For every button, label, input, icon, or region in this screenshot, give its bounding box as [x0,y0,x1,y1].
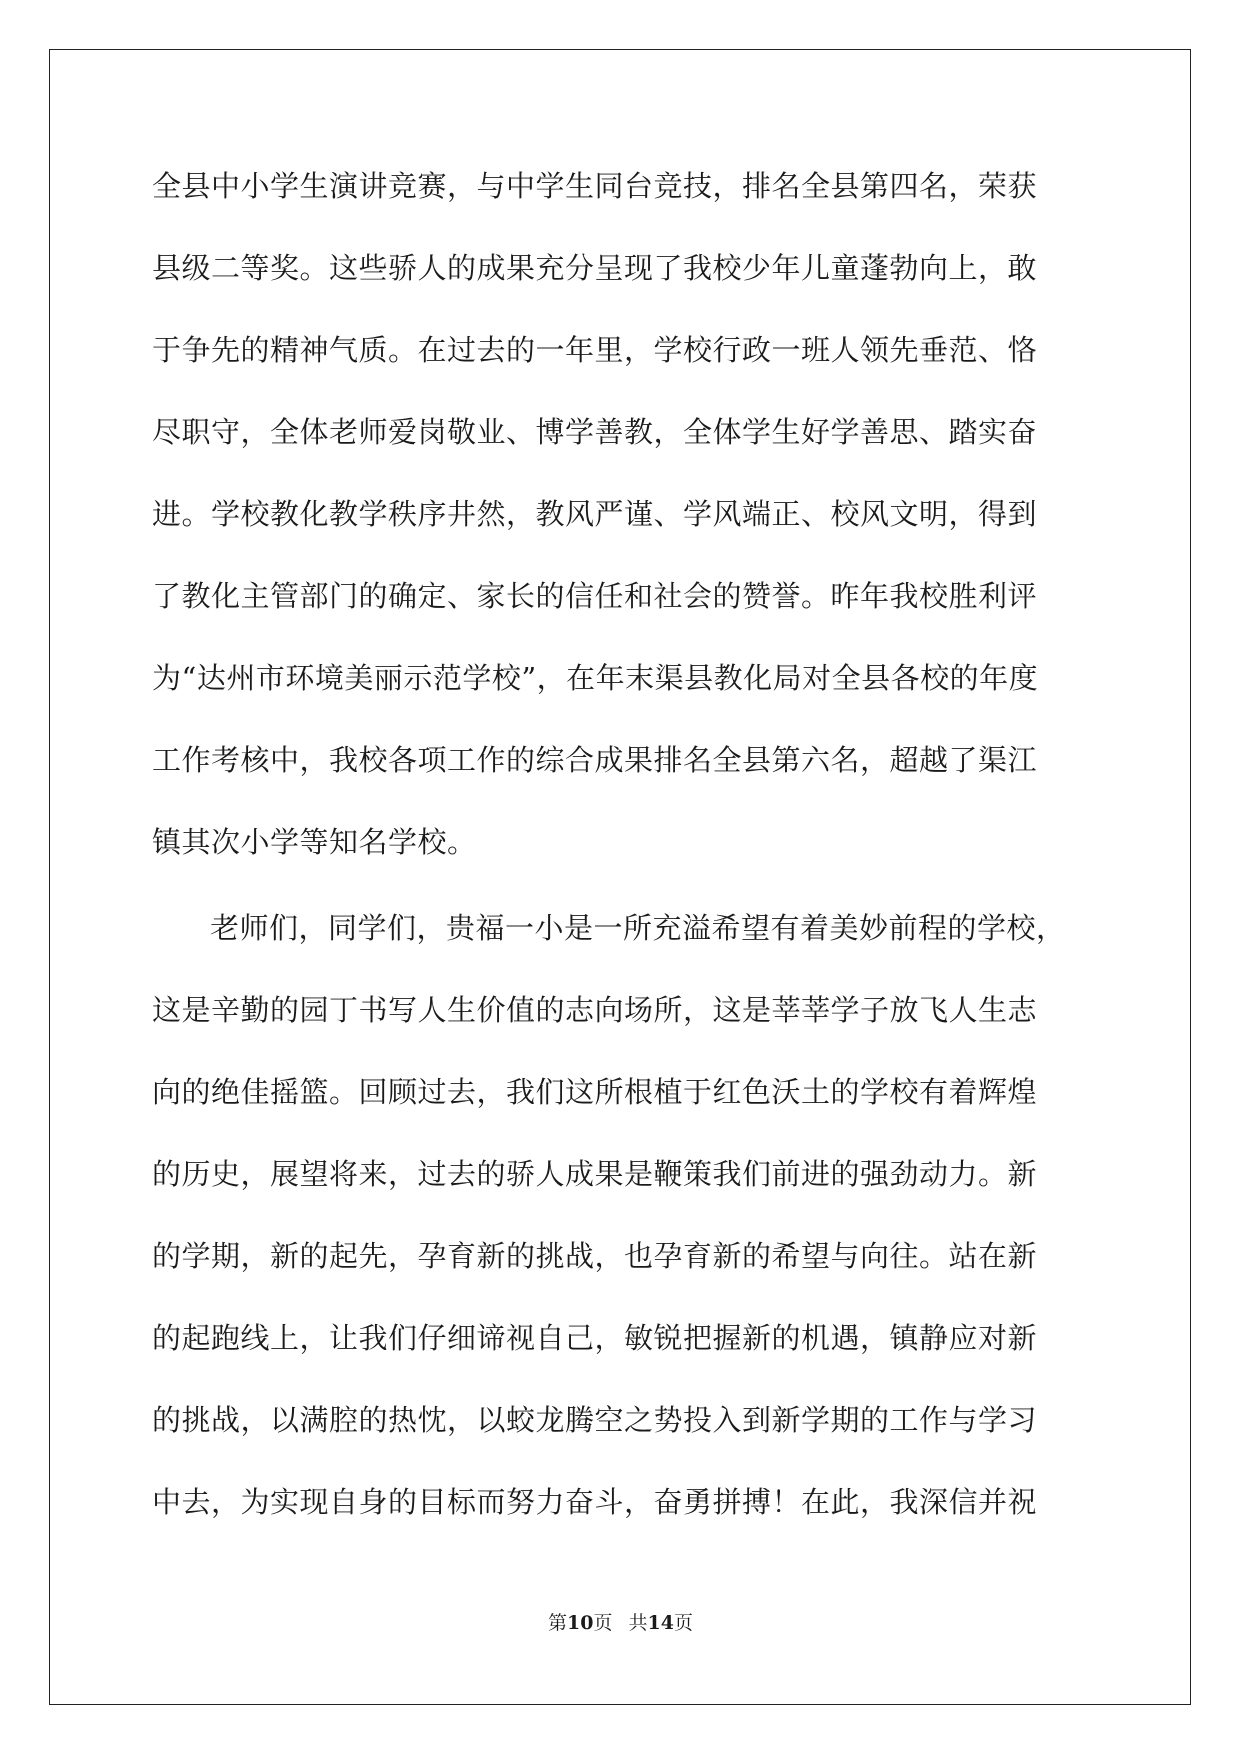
text-line: 的挑战，以满腔的热忱，以蛟龙腾空之势投入到新学期的工作与学习 [152,1403,1038,1437]
paragraph-1 [152,160,1092,898]
page-footer [0,1608,1241,1635]
total-prefix: 共 [628,1612,648,1634]
page-total: 14 [647,1612,674,1634]
text-line: 进。学校教化教学秩序井然，教风严谨、学风端正、校风文明，得到 [152,497,1038,531]
page-prefix: 第 [548,1612,568,1634]
text-line: 于争先的精神气质。在过去的一年里，学校行政一班人领先垂范、恪 [152,333,1038,367]
text-line: 尽职守，全体老师爱岗敬业、博学善教，全体学生好学善思、踏实奋 [152,415,1038,449]
page-number: 10 [567,1612,594,1634]
text-line: 了教化主管部门的确定、家长的信任和社会的赞誉。昨年我校胜利评 [152,579,1038,613]
text-line: 的起跑线上，让我们仔细谛视自己，敏锐把握新的机遇，镇静应对新 [152,1321,1038,1355]
document-body [152,160,1092,1558]
text-line: 这是辛勤的园丁书写人生价值的志向场所，这是莘莘学子放飞人生志 [152,993,1038,1027]
text-line: 的历史，展望将来，过去的骄人成果是鞭策我们前进的强劲动力。新 [152,1157,1038,1191]
text-line: 县级二等奖。这些骄人的成果充分呈现了我校少年儿童蓬勃向上，敢 [152,251,1038,285]
text-line: 中去，为实现自身的目标而努力奋斗，奋勇拼搏！在此，我深信并祝 [152,1485,1038,1519]
text-line: 为“达州市环境美丽示范学校”，在年末渠县教化局对全县各校的年度 [152,661,1039,695]
paragraph-2 [152,902,1092,1558]
text-line: 工作考核中，我校各项工作的综合成果排名全县第六名，超越了渠江 [152,743,1038,777]
text-line: 的学期，新的起先，孕育新的挑战，也孕育新的希望与向往。站在新 [152,1239,1038,1273]
total-suffix: 页 [673,1612,693,1634]
text-line: 镇其次小学等知名学校。 [152,825,477,859]
page-suffix: 页 [593,1612,613,1634]
text-line: 老师们，同学们，贵福一小是一所充溢希望有着美妙前程的学校， [210,911,1066,945]
text-line: 向的绝佳摇篮。回顾过去，我们这所根植于红色沃土的学校有着辉煌 [152,1075,1038,1109]
text-line: 全县中小学生演讲竞赛，与中学生同台竞技，排名全县第四名，荣获 [152,169,1038,203]
